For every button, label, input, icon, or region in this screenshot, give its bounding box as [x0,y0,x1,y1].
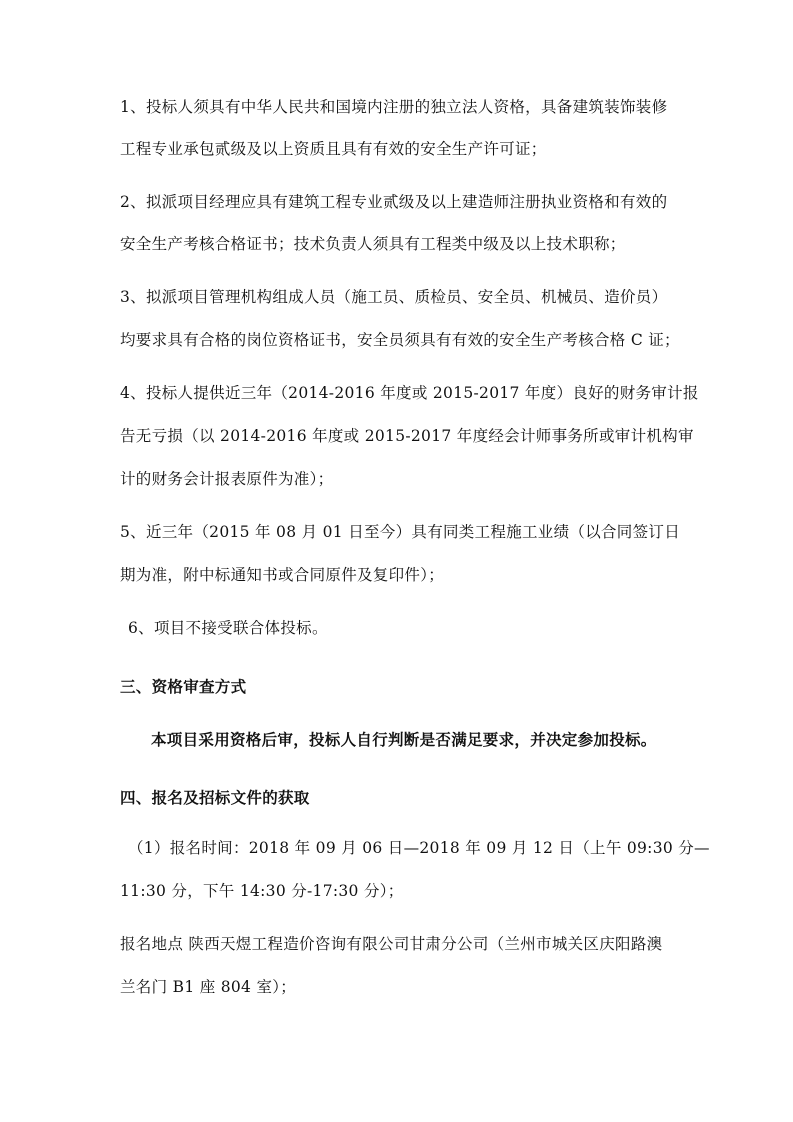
req-6-line-1: 6、项目不接受联合体投标。 [128,619,328,637]
registration-time-line-2: 11:30 分，下午 14:30 分-17:30 分）； [120,882,404,900]
req-5-line-1: 5、近三年（2015 年 08 月 01 日至今）具有同类工程施工业绩（以合同签订日 [120,523,680,541]
registration-place-line-2: 兰名门 B1 座 804 室）； [120,978,297,996]
req-1-line-1: 1、投标人须具有中华人民共和国境内注册的独立法人资格，具备建筑装饰装修 [120,98,668,116]
req-4-line-1: 4、投标人提供近三年（2014-2016 年度或 2015-2017 年度）良好的财务审计报 [120,384,699,402]
req-4-line-2: 告无亏损（以 2014-2016 年度或 2015-2017 年度经会计师事务所或审计机构审 [120,427,694,445]
req-3-line-2: 均要求具有合格的岗位资格证书，安全员须具有有效的安全生产考核合格 C 证； [120,331,680,349]
section-3-body: 本项目采用资格后审，投标人自行判断是否满足要求，并决定参加投标。 [151,731,657,749]
section-4-heading: 四、报名及招标文件的获取 [120,789,310,807]
req-4-line-3: 计的财务会计报表原件为准）； [120,470,334,488]
registration-place-line-1: 报名地点 陕西天煜工程造价咨询有限公司甘肃分公司（兰州市城关区庆阳路澳 [120,935,663,953]
req-1-line-2: 工程专业承包贰级及以上资质且具有有效的安全生产许可证； [120,140,547,158]
req-2-line-1: 2、拟派项目经理应具有建筑工程专业贰级及以上建造师注册执业资格和有效的 [120,193,668,211]
section-3-heading: 三、资格审查方式 [120,678,247,696]
req-3-line-1: 3、拟派项目管理机构组成人员（施工员、质检员、安全员、机械员、造价员） [120,288,668,306]
req-5-line-2: 期为准，附中标通知书或合同原件及复印件）； [120,566,445,584]
req-2-line-2: 安全生产考核合格证书；技术负责人须具有工程类中级及以上技术职称； [120,235,626,253]
registration-time-line-1: （1）报名时间：2018 年 09 月 06 日—2018 年 09 月 12 日（上午 09:30 分— [128,839,710,857]
